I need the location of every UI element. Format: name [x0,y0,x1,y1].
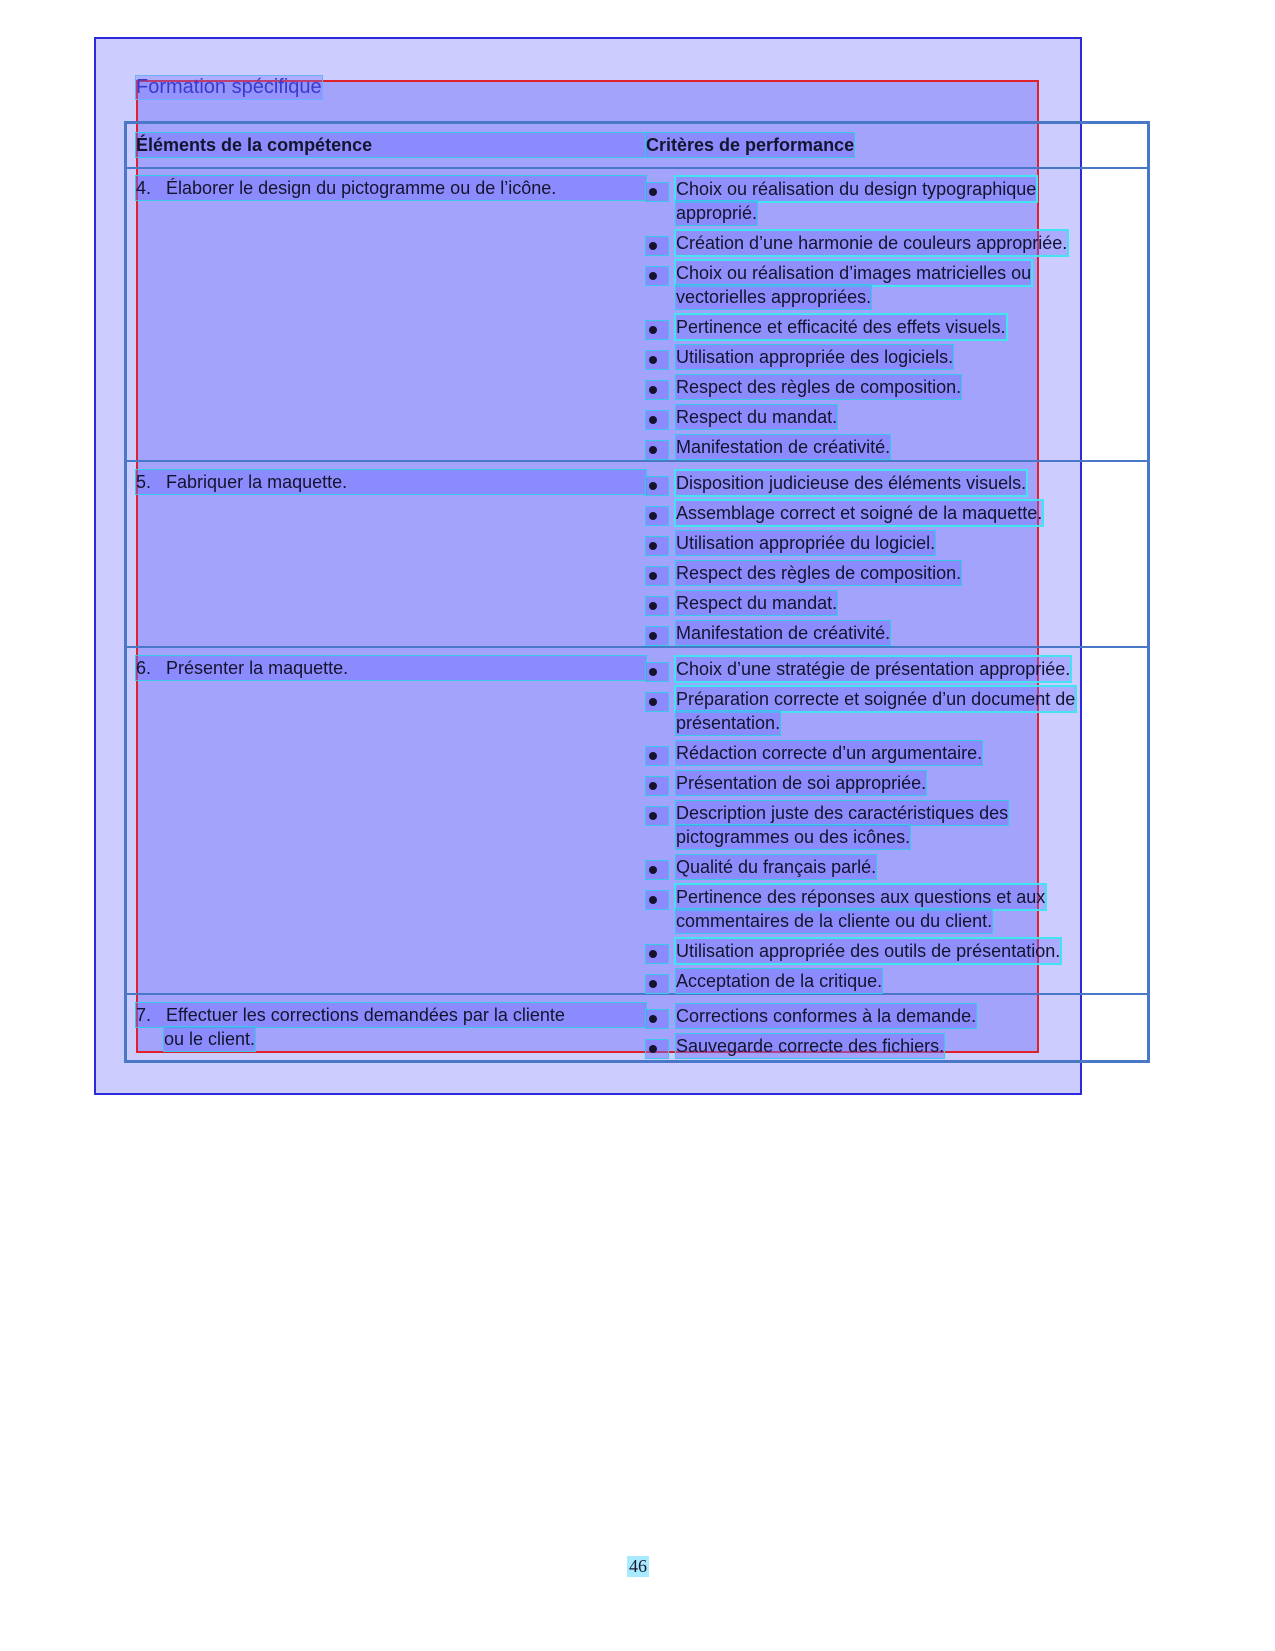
criterion-text: Respect du mandat. [676,593,838,613]
criterion-text: commentaires de la cliente ou du client. [676,911,993,931]
table-row-element [136,656,646,680]
bullet-icon [649,698,657,706]
element-number: 6. [136,658,152,678]
bullet-icon [649,572,657,580]
bullet-icon [649,356,657,364]
element-text: Fabriquer la maquette. [166,472,348,492]
criterion-text: Respect des règles de composition. [676,563,962,583]
bullet-icon [649,272,657,280]
table-row-divider [124,460,1150,462]
bullet-icon [649,386,657,394]
criterion-text: Qualité du français parlé. [676,857,877,877]
table-row-divider [124,646,1150,648]
page-number: 46 [629,1556,647,1576]
bullet-icon [649,950,657,958]
criterion-text: Création d’une harmonie de couleurs appropriée. [676,233,1068,253]
criterion-text: Préparation correcte et soignée d’un document de [676,689,1076,709]
criterion-text: présentation. [676,713,781,733]
table-row-element [136,176,646,200]
criterion-text: Disposition judicieuse des éléments visuels. [676,473,1027,493]
criterion-text: Manifestation de créativité. [676,623,891,643]
criterion-text: approprié. [676,203,758,223]
table-row-element [136,1003,646,1027]
criterion-text: Présentation de soi appropriée. [676,773,927,793]
bullet-icon [649,542,657,550]
criterion-text: Description juste des caractéristiques des [676,803,1009,823]
bullet-icon [649,482,657,490]
criterion-text: Choix ou réalisation d’images matricielles ou [676,263,1032,283]
header-elements: Éléments de la compétence [136,133,646,157]
criterion-text: vectorielles appropriées. [676,287,872,307]
criterion-text: Acceptation de la critique. [676,971,883,991]
criterion-text: Rédaction correcte d’un argumentaire. [676,743,983,763]
bullet-icon [649,1015,657,1023]
bullet-icon [649,782,657,790]
element-text: Effectuer les corrections demandées par la cliente [166,1005,565,1025]
element-text: Présenter la maquette. [166,658,349,678]
bullet-icon [649,188,657,196]
criterion-text: Pertinence des réponses aux questions et aux [676,887,1046,907]
bullet-icon [649,446,657,454]
bullet-icon [649,980,657,988]
bullet-icon [649,1045,657,1053]
bullet-icon [649,242,657,250]
criterion-text: Utilisation appropriée du logiciel. [676,533,936,553]
criterion-text: Sauvegarde correcte des fichiers. [676,1036,945,1056]
criterion-text: Assemblage correct et soigné de la maquette. [676,503,1043,523]
table-header-divider [124,167,1150,169]
criterion-text: Pertinence et efficacité des effets visuels. [676,317,1006,337]
criterion-text: Choix d’une stratégie de présentation appropriée. [676,659,1071,679]
criterion-text: pictogrammes ou des icônes. [676,827,911,847]
criterion-text: Utilisation appropriée des logiciels. [676,347,954,367]
bullet-icon [649,632,657,640]
element-text-continued: ou le client. [164,1029,256,1049]
element-number: 5. [136,472,152,492]
criterion-text: Manifestation de créativité. [676,437,891,457]
header-criteria: Critères de performance [646,135,855,155]
bullet-icon [649,896,657,904]
criterion-text: Utilisation appropriée des outils de présentation. [676,941,1061,961]
criterion-text: Choix ou réalisation du design typographique [676,179,1037,199]
criterion-text: Corrections conformes à la demande. [676,1006,977,1026]
bullet-icon [649,752,657,760]
criterion-text: Respect des règles de composition. [676,377,962,397]
table-row-element [136,470,646,494]
bullet-icon [649,812,657,820]
bullet-icon [649,866,657,874]
element-number: 7. [136,1005,152,1025]
criterion-text: Respect du mandat. [676,407,838,427]
table-row-divider [124,993,1150,995]
bullet-icon [649,416,657,424]
bullet-icon [649,602,657,610]
section-title: Formation spécifique [136,76,322,98]
bullet-icon [649,668,657,676]
element-text: Élaborer le design du pictogramme ou de l’icône. [166,178,557,198]
element-number: 4. [136,178,152,198]
bullet-icon [649,326,657,334]
bullet-icon [649,512,657,520]
